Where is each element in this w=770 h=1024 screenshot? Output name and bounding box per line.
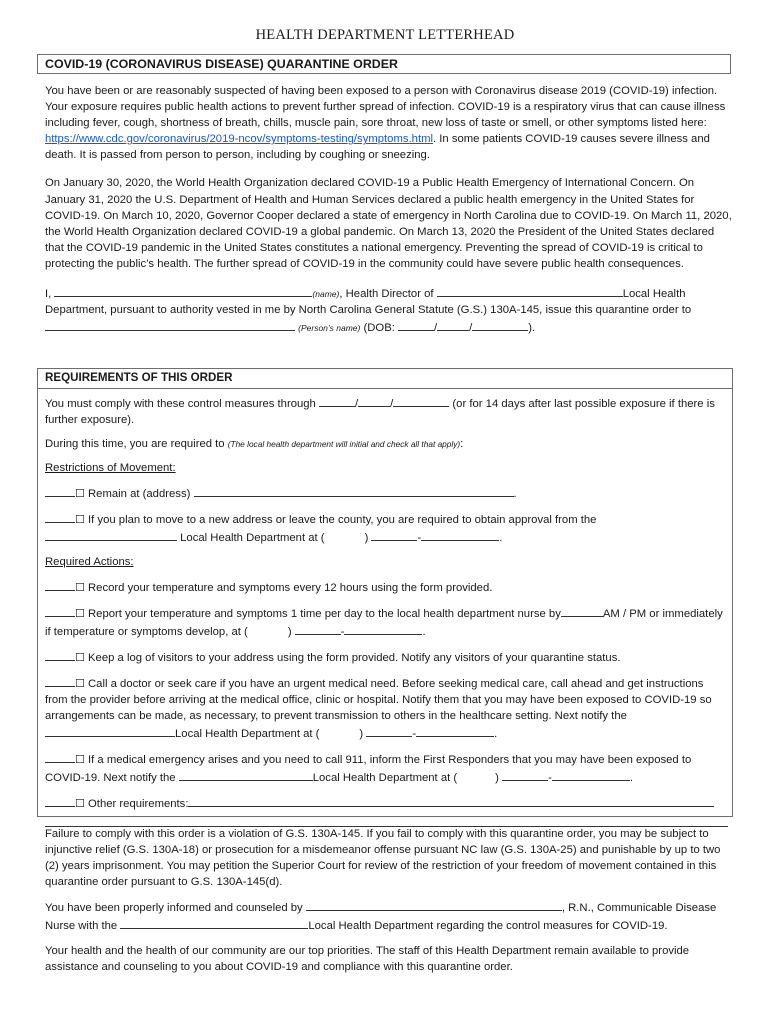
remain-text: Remain at (address): [88, 488, 194, 500]
visitors-text: Keep a log of visitors to your address using the form provided. Notify any visitors of your quarantine status.: [88, 652, 621, 664]
doctor-phone-prefix[interactable]: [366, 724, 412, 737]
visitors-checkbox[interactable]: ☐: [75, 651, 85, 664]
requirements-box: [37, 368, 733, 817]
report-phone-line[interactable]: [344, 622, 422, 635]
during-text: During this time, you are required to: [45, 438, 228, 450]
dob-label: (DOB:: [360, 322, 399, 335]
intro-paragraph-2: On January 30, 2020, the World Health Organization declared COVID-19 a Public Health Emergency of International Concern. On January 31, 2020 the U.S. Department of Health and Human Services declared a public health emergency in the United States for COVID-19. On March 10, 2020, Governor Cooper declared a state of emergency in North Carolina due to COVID-19. On March 11, 2020, the World Health Organization declared COVID-19 a global pandemic. On March 13, 2020 the President of the United States declared that the COVID-19 pandemic in the United States constitutes a national emergency. Preventing the spread of COVID-19 is critical to protecting the public’s health. The further spread of COVID-19 in the community could have severe public health consequences.: [45, 177, 732, 270]
move-phone-line[interactable]: [421, 528, 499, 541]
report-item: ☐ Report your temperature and symptoms 1 time per day to the local health department nurse by AM / PM or immediately if temperature or symptoms develop, at ( ) - .: [45, 604, 728, 640]
county-field[interactable]: [437, 284, 623, 297]
report-checkbox[interactable]: ☐: [75, 607, 85, 620]
emergency-lhd-field[interactable]: [179, 768, 313, 781]
doctor-text: Call a doctor or seek care if you have an urgent medical need. Before seeking medical care, call ahead and get instructions from the provider before arriving at the medical office, clinic or hospital. Notify them that you may have been exposed to COVID-19 so arrangements can be made, as necessary, to prevent transmission to others in the healthcare setting. Next notify the: [45, 678, 712, 722]
other-checkbox[interactable]: ☐: [75, 797, 85, 810]
through-text: You must comply with these control measures through: [45, 398, 319, 410]
report-time-field[interactable]: [561, 604, 603, 617]
report-phone-prefix[interactable]: [295, 622, 341, 635]
person-name-field[interactable]: [45, 318, 295, 331]
during-line: During this time, you are required to (The local health department will initial and check all that apply):: [45, 438, 464, 450]
intro-paragraph-1: [45, 83, 735, 163]
person-name-label: (Person’s name): [298, 323, 361, 334]
record-checkbox[interactable]: ☐: [75, 581, 85, 594]
move-text: If you plan to move to a new address or leave the county, you are required to obtain approval from the: [88, 514, 597, 526]
intro-section: [45, 83, 735, 348]
emergency-checkbox[interactable]: ☐: [75, 753, 85, 766]
text-director: , Health Director of: [339, 288, 437, 301]
dob-month-field[interactable]: [398, 318, 434, 331]
intro-text: You have been or are reasonably suspected of having been exposed to a person with Coronavirus disease 2019 (COVID-19) infection. Your exposure requires public health actions to prevent further spread of infection. COVID-19 is a respiratory virus that can cause illness including fever, cough, shortness of breath, chills, muscle pain, sore throat, new loss of taste or smell, or other symptoms listed here:: [45, 85, 726, 130]
emergency-item: ☐ If a medical emergency arises and you need to call 911, inform the First Responders that you may have been exposed to COVID-19. Next notify the Local Health Department at ( ) - .: [45, 750, 728, 786]
text-local: Local Health Department, pursuant to authority vested in me by North Carolina General Statute (G.S.) 130A-145, issue this quarantine order to: [45, 288, 692, 317]
during-note: (The local health department will initial and check all that apply): [227, 439, 461, 449]
record-item: [45, 578, 728, 596]
informed-paragraph: [45, 898, 735, 934]
requirements-heading: REQUIREMENTS OF THIS ORDER: [45, 371, 233, 384]
emergency-phone-line[interactable]: [552, 768, 630, 781]
remain-initial-field[interactable]: [45, 484, 75, 497]
through-year-field[interactable]: [393, 394, 449, 407]
dob-day-field[interactable]: [437, 318, 469, 331]
move-checkbox[interactable]: ☐: [75, 513, 85, 526]
other-text: Other requirements:: [88, 798, 189, 810]
emergency-initial-field[interactable]: [45, 750, 75, 763]
requirements-body: [45, 394, 728, 829]
dob-year-field[interactable]: [472, 318, 528, 331]
doctor-phone-line[interactable]: [416, 724, 494, 737]
other-field-2[interactable]: [45, 812, 728, 827]
informed-text-c: Local Health Department regarding the control measures for COVID-19.: [308, 920, 668, 933]
dob-end: ).: [528, 322, 536, 335]
required-heading: Required Actions:: [45, 556, 134, 568]
other-field-1[interactable]: [188, 794, 714, 807]
director-name-field[interactable]: [54, 284, 312, 297]
remain-checkbox[interactable]: ☐: [75, 487, 85, 500]
restrictions-heading: Restrictions of Movement:: [45, 462, 176, 474]
order-title: COVID-19 (CORONAVIRUS DISEASE) QUARANTINE ORDER: [45, 57, 398, 71]
informed-text: You have been properly informed and counseled by: [45, 902, 306, 915]
closing-section: [45, 826, 735, 983]
report-ampm-text: AM / PM or immediately if temperature or symptoms develop, at (: [45, 608, 723, 638]
through-text-end: (or for 14 days after last possible exposure if there is further exposure).: [45, 398, 715, 426]
through-month-field[interactable]: [319, 394, 355, 407]
report-initial-field[interactable]: [45, 604, 75, 617]
through-line: You must comply with these control measures through / / (or for 14 days after last possible exposure if there is further exposure).: [45, 394, 728, 428]
visitors-item: [45, 648, 728, 666]
other-initial-field[interactable]: [45, 794, 75, 807]
name-label: (name): [312, 289, 340, 300]
order-title-box: [37, 54, 731, 74]
record-text: Record your temperature and symptoms every 12 hours using the form provided.: [88, 582, 493, 594]
health-paragraph: Your health and the health of our community are our top priorities. The staff of this Health Department remain available to provide assistance and counseling to you about COVID-19 and compliance with this quarantine order.: [45, 944, 690, 973]
intro-paragraph-3: I, (name), Health Director of Local Health Department, pursuant to authority vested in me by North Carolina General Statute (G.S.) 130A-145, issue this quarantine order to (Person’s name) (DOB: / / ).: [45, 284, 735, 336]
nurse-lhd-field[interactable]: [120, 916, 308, 929]
doctor-initial-field[interactable]: [45, 674, 75, 687]
emergency-text: If a medical emergency arises and you need to call 911, inform the First Responders that you may have been exposed to COVID-19. Next notify the: [45, 754, 692, 784]
doctor-item: ☐ Call a doctor or seek care if you have an urgent medical need. Before seeking medical care, call ahead and get instructions from the provider before arriving at the medical office, clinic or hospital. Notify them that you may have been exposed to COVID-19 so arrangements can be made, as necessary, to prevent transmission to others in the healthcare setting. Next notify the Local Health Department at ( ) - .: [45, 674, 728, 742]
letterhead: HEALTH DEPARTMENT LETTERHEAD: [255, 27, 515, 43]
record-initial-field[interactable]: [45, 578, 75, 591]
report-text: Report your temperature and symptoms 1 time per day to the local health department nurse by: [88, 608, 561, 620]
through-day-field[interactable]: [358, 394, 390, 407]
nurse-name-field[interactable]: [306, 898, 562, 911]
intro-text-end: . In some patients COVID-19 causes severe illness and death. It is passed from person to person, including by coughing or sneezing.: [45, 133, 710, 162]
doctor-lhd-text: Local Health Department at (: [175, 728, 320, 740]
move-phone-prefix[interactable]: [371, 528, 417, 541]
emergency-phone-prefix[interactable]: [502, 768, 548, 781]
move-item: ☐ If you plan to move to a new address or leave the county, you are required to obtain approval from the Local Health Department at ( ) - .: [45, 510, 728, 546]
move-initial-field[interactable]: [45, 510, 75, 523]
doctor-lhd-field[interactable]: [45, 724, 175, 737]
address-field[interactable]: [194, 484, 514, 497]
other-item: [45, 794, 728, 812]
emergency-lhd-text: Local Health Department at (: [312, 772, 458, 784]
remain-item: ☐ Remain at (address) .: [45, 484, 728, 502]
requirements-header: [38, 369, 732, 389]
move-lhd-field[interactable]: [45, 528, 177, 541]
failure-paragraph: Failure to comply with this order is a violation of G.S. 130A-145. If you fail to comply with this quarantine order, you may be subject to injunctive relief (G.S. 130A-18) or prosecution for a misdemeanor offense pursuant NC law (G.S. 130A-25) and punishable by up to two (2) years imprisonment. You may petition the Superior Court for review of the restriction of your freedom of movement contained in this quarantine order pursuant to G.S. 130A-145(d).: [45, 828, 721, 889]
visitors-initial-field[interactable]: [45, 648, 75, 661]
informed-text-b: , R.N., Communicable Disease Nurse with the: [45, 902, 717, 933]
text-i: I,: [45, 288, 55, 301]
doctor-checkbox[interactable]: ☐: [75, 677, 85, 690]
move-lhd-text: Local Health Department at (: [177, 532, 325, 544]
cdc-symptoms-link[interactable]: https://www.cdc.gov/coronavirus/2019-ncov/symptoms-testing/symptoms.html: [45, 133, 433, 146]
